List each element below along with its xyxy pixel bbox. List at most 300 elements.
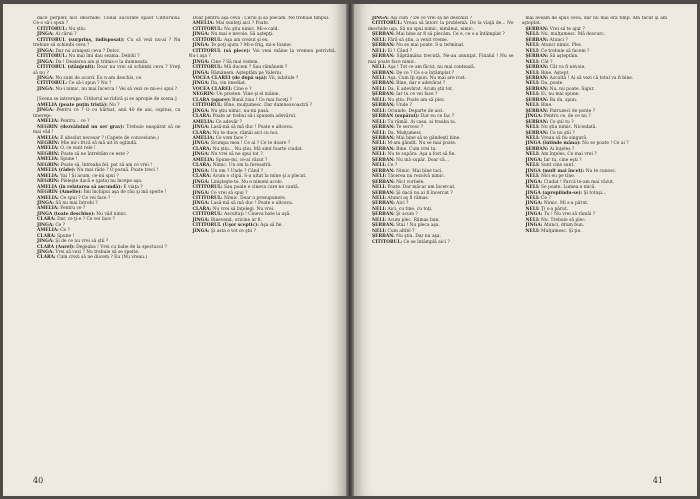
speaker-name: ŞERBAN: [525, 26, 549, 32]
speaker-name: JINGA: [192, 59, 210, 65]
speaker-name: JINGA: [192, 190, 210, 196]
dialogue-paragraph: NELI: Mulţumesc. Şi ţie. [525, 228, 582, 234]
speaker-name: AMELIA: [37, 228, 59, 234]
dialogue-paragraph: NELI: Atunci nimic. Plec. [525, 43, 583, 49]
speaker-name: ŞERBAN: [525, 75, 549, 81]
dialogue-paragraph: AMELIA: Spune ! [37, 157, 78, 163]
speaker-name: ŞERBAN: [525, 130, 549, 136]
dialogue-paragraph: ŞERBAN: Ascultă ! Ai să vezi că totul va fi bine. [525, 75, 634, 81]
speaker-name: AMELIA: [192, 157, 215, 163]
speaker-name: JINGA: [37, 108, 54, 114]
speaker-name: NEGRIN: [192, 92, 215, 98]
speaker-name: JINGA: [192, 168, 210, 174]
speaker-name: CLARA: [192, 174, 212, 180]
dialogue-paragraph: NELI: Acum plec. Rămas bun. [372, 217, 440, 223]
speaker-name: NELI: [372, 75, 387, 81]
dialogue-paragraph: JINGA: Şi de ce nu vrei să ştii ? [37, 239, 109, 245]
dialogue-paragraph: AMELIA: Mai sunteţi aici ? Poate. [192, 21, 270, 27]
dialogue-paragraph: CITITORUL: Ce să-i spun ? Nu ? [37, 81, 112, 87]
dialogue-paragraph: JINGA: Aşi cum ? De ce vrei să ne deschizi ? [372, 16, 472, 21]
speaker-name: NELI: [372, 108, 387, 114]
speaker-name: NELI: [372, 228, 387, 234]
dialogue-paragraph: ŞERBAN: Nu ştiu. Dar nu aşa. [372, 234, 441, 240]
dialogue-paragraph: NELI: Bine. Aştept. [525, 70, 570, 76]
speaker-name: NELI: [372, 119, 387, 125]
dialogue-paragraph: NELI: Nu. Trebuie să plec. [525, 217, 587, 223]
dialogue-paragraph: NELI: M-am gândit. Nu se mai poate. [372, 141, 457, 147]
speaker-name: JINGA: [37, 32, 54, 38]
dialogue-paragraph: ŞERBAN: Aici ? [372, 201, 409, 207]
speaker-name: NELI: [525, 152, 540, 158]
speaker-name: ŞERBAN: [372, 125, 395, 131]
dialogue-paragraph: ŞERBAN: Vrei să te ajut ? [525, 26, 585, 32]
dialogue-paragraph: JINGA: Dar nu aranjezi ceva ? Deloc. [37, 48, 121, 54]
dialogue-paragraph: JINGA: Scumpa mea ! Ce ai ? Ce te doare ? [192, 141, 291, 147]
speaker-name: JINGA (apropiindu-se): [525, 190, 583, 196]
speaker-name: CITITORUL (stânjenit): [37, 65, 96, 71]
dialogue-paragraph: ŞERBAN: Atunci ? [525, 37, 568, 43]
speaker-name: CLARA (apare): [192, 97, 231, 103]
dialogue-paragraph: JINGA: Tu ! Nu vrei să rămâi ? [525, 212, 596, 218]
book-spread [3, 4, 697, 496]
dialogue-paragraph: CITITORUL: Sau poate e cineva care ne caută. [192, 185, 300, 191]
dialogue-paragraph: AMELIA: Ce ? [37, 228, 70, 234]
dialogue-paragraph: ŞERBAN: Şi dacă nu ai fi încercat ? [372, 190, 453, 196]
dialogue-paragraph: ŞERBAN: Ai înţeles ? [525, 146, 575, 152]
dialogue-paragraph: JINGA: Pentru ce, de ce nu ? [525, 114, 591, 120]
left-page-column-2 [189, 16, 337, 464]
dialogue-paragraph: JINGA: Să nu mai întrebi ? [37, 200, 98, 206]
dialogue-paragraph: JINGA: Atunci, drum bun. [525, 223, 585, 229]
speaker-name: ŞERBAN: [525, 119, 549, 125]
speaker-name: ŞERBAN: [525, 86, 549, 92]
dialogue-paragraph: NELI: Poate. Dar măcar am încercat. [372, 185, 456, 191]
dialogue-paragraph: CITITORUL: Aşa am crezut şi eu. [192, 37, 269, 43]
speaker-name: ŞERBAN: [372, 168, 395, 174]
speaker-name: NEGRIN: [37, 151, 60, 157]
speaker-name: JINGA: [525, 157, 543, 163]
speaker-name: JINGA: [192, 32, 210, 38]
dialogue-paragraph: ŞERBAN: Nimic. Mai bine taci. [372, 168, 443, 174]
dialogue-paragraph: NELI: Am înţeles. Ce mai vrei ? [525, 152, 597, 158]
left-page [3, 4, 346, 496]
dialogue-paragraph: NELI: Tăcerea nu rezolvă nimic. [372, 174, 446, 180]
speaker-name: JINGA: [37, 250, 54, 256]
dialogue-paragraph: ŞERBAN: Te servesc ? [372, 125, 424, 131]
dialogue-paragraph: CITITORUL: Nu ştiu nimic. Mi-e cald. [192, 26, 279, 32]
dialogue-paragraph: CITITORUL: Bine, mulţumesc. Dar dumneavoastră ? [192, 103, 312, 109]
dialogue-paragraph: JINGA: Vrei să vezi ? Nu trebuie să se sperie. [37, 250, 140, 256]
dialogue-paragraph: NELI: Cât ? [525, 59, 553, 65]
dialogue-paragraph: CITITORUL: Mă ducem ? Sau rămânem ? [192, 65, 288, 71]
dialogue-paragraph: NELI: Ce ? [525, 195, 551, 201]
dialogue-paragraph: ŞERBAN: Patruzeci de ponte ? [525, 108, 596, 114]
dialogue-paragraph: ŞERBAN: Iar tu ce vei face ? [372, 92, 438, 98]
dialogue-paragraph: NELI: Ce trebuie să facem ? [525, 48, 590, 54]
dialogue-paragraph: ŞERBAN: Bine, dar e adevărat ? [372, 81, 446, 87]
speaker-name: NELI: [525, 228, 540, 234]
dialogue-paragraph: JINGA: Linişteşte-te. Nu e nimeni acolo. [192, 179, 284, 185]
dialogue-paragraph: CLARA: Cum crezi să ne ducem ? Eu (Nu vreau.) [37, 255, 148, 261]
speaker-name: ŞERBAN: [525, 54, 549, 60]
speaker-name: CITITORUL (surprins, indisposat): [37, 37, 125, 43]
dialogue-paragraph: NELI: Oriunde. Departe de aici. [372, 108, 444, 114]
speaker-name: NELI: [525, 70, 540, 76]
dialogue-paragraph: NEGRIN: Pieleşte dacă e (gata) nu începe aşa. [37, 179, 143, 185]
dialogue-paragraph: AMELIA: Spune-mi, ce-ai văzut ? [192, 157, 268, 163]
dialogue-paragraph: CITITORUL: Nu ştiu. [37, 26, 87, 32]
dialogue-paragraph: JINGA: Da, vin imediat. [192, 81, 247, 87]
speaker-name: ŞERBAN: [372, 54, 395, 60]
dialogue-paragraph: JINGA: Lasă-mă să mă duc ! Poate e altceva. [192, 125, 294, 131]
dialogue-paragraph: JINGA: Da ! Deaierea am şi trimis-o la dumneata. [37, 59, 149, 65]
right-page [354, 4, 697, 496]
speaker-name: NELI: [525, 174, 540, 180]
dialogue-paragraph: CLARA: Nu ştiu... Nu ştiu. Mă simt foarte ciudat. [192, 146, 304, 152]
speaker-name: NELI: [372, 48, 387, 54]
dialogue-paragraph: ŞERBAN: Nu mă supăr. Doar că... [372, 157, 449, 163]
speaker-name: JINGA: [525, 179, 543, 185]
dialogue-paragraph: AMELIA: Ce adevăr ? [192, 119, 243, 125]
dialogue-paragraph: JINGA: Nu sunt de acord. Eu n-am deschis, ce. [37, 75, 143, 81]
dialogue-paragraph: NELI: Da, poate. [525, 81, 564, 87]
speaker-name: AMELIA: [37, 146, 59, 152]
speaker-name: NEGRIN: [37, 162, 60, 168]
dialogue-paragraph: ŞERBAN: Unde ? [372, 103, 412, 109]
speaker-name: JINGA: [192, 179, 210, 185]
dialogue-paragraph: JINGA (mult mai încet): Nu te cunosc. [525, 168, 617, 174]
dialogue-paragraph: ŞERBAN: Nici vorbele. [372, 179, 425, 185]
speaker-name: ŞERBAN: [372, 81, 395, 87]
speaker-name: AMELIA (râde): [37, 168, 76, 174]
speaker-name: CITITORUL (să plece): [192, 48, 251, 54]
dialogue-paragraph: NELI: Tu rămâi. Ai casa, ai treaba ta. [372, 119, 457, 125]
speaker-name: NELI: [525, 217, 540, 223]
speaker-name: NELI: [372, 206, 387, 212]
speaker-name: CLARA: [192, 206, 212, 212]
dialogue-paragraph: ŞERBAN: Să aşteptăm. [525, 54, 579, 60]
dialogue-paragraph: AMELIA: Ce spui ? Ce vei face ? [37, 195, 111, 201]
dialogue-paragraph: JINGA: Rămânem. Aşteptăm pe Valeriu. [192, 70, 283, 76]
dialogue-paragraph: NELI: Nu ştiu nimic. Niciodată. [525, 125, 597, 131]
dialogue-paragraph: NELI: Ţi s-a părut. [525, 206, 569, 212]
dialogue-paragraph: JINGA: Binevenit, oricine ar fi. [192, 217, 263, 223]
speaker-name: NELI: [525, 125, 540, 131]
speaker-name: ŞERBAN: [525, 65, 549, 71]
speaker-name: JINGA: [525, 223, 543, 229]
dialogue-paragraph: NEGRIN: Poate să, întreaba fel, pot să am ce vrei ! [37, 162, 152, 168]
speaker-name: CLARA (Aurel): [37, 244, 75, 250]
speaker-name: CLARA: [37, 255, 56, 261]
speaker-name: CLARA: [37, 233, 56, 239]
right-page-column-1 [368, 16, 514, 464]
dialogue-paragraph: ŞERBAN: Cât va fi nevoie. [525, 65, 586, 71]
speaker-name: CLARA: [192, 130, 212, 136]
speaker-name: NELI: [525, 59, 540, 65]
dialogue-paragraph: AMELIA: Vai ! Şi acum, ce-mi spui ? [37, 173, 119, 179]
speaker-name: NEGRIN (Amelie): [37, 190, 83, 196]
speaker-name: AMELIA: [192, 135, 215, 141]
dialogue-paragraph: JINGA: Nu-i nimic, nu mai încerca ! Vei să vezi ce mi-e-i spui ? [37, 86, 178, 92]
speaker-name: JINGA: [37, 239, 54, 245]
dialogue-paragraph: JINGA: Lasă-mă să mă duc ! Poate e altceva. [192, 201, 294, 207]
dialogue-paragraph: Doar pentru aşa ceva : Cerul şi să plecăm. Ne trebuie timpul. [192, 16, 330, 21]
dialogue-paragraph: NELI: Fără să ştiu, a venit vreme. [372, 37, 449, 43]
speaker-name: NELI: [372, 195, 387, 201]
speaker-name: JINGA: [525, 201, 543, 207]
speaker-name: CITITORUL: [372, 21, 403, 27]
dialogue-paragraph: NELI: Nu, mulţumesc. Mă descurc. [525, 32, 606, 38]
dialogue-paragraph: NELI: Ce ? [372, 163, 398, 169]
dialogue-paragraph: JINGA: Pentru ce ? O cu bărbat, anii 40 de ani, ospitus, cu tinereţe. [33, 108, 181, 119]
speaker-name: JINGA: [37, 59, 54, 65]
left-page-column-1 [33, 16, 181, 464]
speaker-name: CITITORUL: [37, 54, 68, 60]
speaker-name: CLARA: [192, 146, 212, 152]
dialogue-paragraph: NEGRIN (dezvăluind un ser grav): Trebuie neapărat să ne mai văd ! [33, 124, 181, 136]
speaker-name: NELI: [372, 97, 387, 103]
dialogue-paragraph: AMELIA: O, ce sunt rele ! [37, 146, 96, 152]
speaker-name: CITITORUL (Uşor sceptic): [192, 223, 259, 229]
dialogue-paragraph: JINGA: Cine ? Să mai vedem. [192, 59, 259, 65]
speaker-name: NELI: [372, 217, 387, 223]
dialogue-paragraph: AMELIA: Pentru ce ? [37, 206, 86, 212]
speaker-name: JINGA: [525, 212, 543, 218]
speaker-name: ŞERBAN: [372, 190, 395, 196]
dialogue-paragraph: ŞERBAN: Bine. Cum vrei tu. [372, 146, 437, 152]
right-page-number: 41 [652, 476, 663, 485]
dialogue-paragraph: NELI: Cum altfel ? [372, 228, 415, 234]
speaker-name: AMELIA (poate puţin tristă): [37, 102, 108, 108]
speaker-name: NELI: [372, 86, 387, 92]
speaker-name: CITITORUL: [372, 239, 403, 245]
dialogue-paragraph: CLARA: Spune ! [37, 233, 75, 239]
dialogue-paragraph: JINGA: Un om ? Unde ? Când ? [192, 168, 264, 174]
speaker-name: NELI: [372, 130, 387, 136]
speaker-name: JINGA (întinde mâna): [525, 141, 581, 147]
speaker-name: NELI: [525, 185, 540, 191]
dialogue-paragraph: NELI: Aşa. Cum îţi spun. Nu mai are rost. [372, 75, 467, 81]
speaker-name: JINGA: [192, 125, 210, 131]
dialogue-paragraph: ŞERBAN: Şi acum ? [372, 212, 418, 218]
speaker-name: NELI: [372, 37, 387, 43]
book-gutter [346, 4, 354, 496]
speaker-name: CLARA: [37, 217, 56, 223]
speaker-name: JINGA: [192, 152, 210, 158]
dialogue-paragraph: CITITORUL (surprins, indisposat): Cu să vezi nu-ai ? Nu trebuie să schimbi ceva ? [33, 37, 181, 49]
speaker-name: CITITORUL: [37, 81, 68, 87]
dialogue-paragraph: CITITORUL (Uşor sceptic): Aşa să fie. [192, 223, 283, 229]
dialogue-paragraph: NELI: Atunci aş fi rămas. [372, 195, 430, 201]
speaker-name: NELI: [372, 152, 387, 158]
right-page-column-2 [522, 16, 668, 464]
speaker-name: JINGA: [37, 86, 54, 92]
speaker-name: NELI: [525, 81, 540, 87]
speaker-name: JINGA: [192, 70, 210, 76]
dialogue-paragraph: AMELIA: Pentru... ce ? [37, 119, 90, 125]
dialogue-paragraph: JINGA (toate deschise): Nu văd nimic. [37, 211, 128, 217]
dialogue-paragraph: NELI: Vreau să fiu singură. [525, 135, 588, 141]
speaker-name: ŞERBAN: [372, 223, 395, 229]
dialogue-paragraph: NELI: Ei, nu mai spune. [525, 92, 580, 98]
dialogue-paragraph: JINGA: Nu mai e nevoie. Să aştepţi. [192, 32, 274, 38]
dialogue-paragraph: CITITORUL (stânjenit): Doar nu vrei să schimbi ceva ? Vreţi să nu ? [33, 65, 181, 76]
speaker-name: CITITORUL: [192, 26, 223, 32]
speaker-name: JINGA: [37, 222, 54, 228]
speaker-name: CITITORUL: [192, 103, 223, 109]
speaker-name: JINGA: [192, 81, 210, 87]
speaker-name: JINGA: [372, 16, 389, 21]
dialogue-paragraph: NELI: Bine. [525, 103, 553, 109]
dialogue-paragraph: CLARA: Nu te duce, rămâi aici cu noi. [192, 130, 279, 136]
dialogue-paragraph: CLARA: Nu vrei să înţelegi. Nu vrei. [192, 206, 275, 212]
dialogue-paragraph: ŞERBAN (supărat): Dar eu ce fac ? [372, 114, 455, 120]
speaker-name: JINGA (toate deschise): [37, 211, 95, 217]
dialogue-paragraph: NEGRIN (Amelie): Îmi închipui aşa de rău şi mă sperie ! [37, 190, 167, 196]
speaker-name: AMELIA: [37, 206, 59, 212]
dialogue-paragraph: NELI: Nu ştiu. Poate am să plec. [372, 97, 446, 103]
dialogue-paragraph: ŞERBAN: Săptămâna trecută. Ne-au anunţat. Finalul ! Nu se mai poate face nimic. [368, 54, 514, 65]
speaker-name: NELI: [525, 195, 540, 201]
dialogue-paragraph: NELI: Da. Mulţumesc. [372, 130, 423, 136]
dialogue-paragraph: CLARA (Aurel): Degeaba ! Vrei cu babe de la spectacol ? [37, 244, 167, 250]
dialogue-paragraph: AMELIA: E absolut necesar ? (Capete de concesiune.) [37, 135, 159, 141]
speaker-name: ŞERBAN: [372, 92, 395, 98]
speaker-name: NELI: [525, 135, 540, 141]
speaker-name: NELI: [525, 163, 540, 169]
dialogue-paragraph: CLARA (apare): Bună ziua ! Ce mai faceţi ? [192, 97, 292, 103]
dialogue-paragraph: JINGA: Nu ştiu nimic, nu-mi pasă. [192, 108, 270, 114]
speaker-name: AMELIA: [37, 195, 59, 201]
dialogue-paragraph: NELI: Sunt cine sunt. [525, 163, 575, 169]
speaker-name: NELI: [372, 141, 387, 147]
dialogue-paragraph: NELI: Nu te supăra. Aşa a fost să fie. [372, 152, 456, 158]
speaker-name: NEGRIN (dezvăluind un ser grav): [37, 124, 125, 130]
speaker-name: VOCEA CLAREI: [192, 86, 233, 92]
speaker-name: NELI: [525, 92, 540, 98]
speaker-name: JINGA: [37, 48, 54, 54]
dialogue-paragraph: JINGA: Şi asta e tot ce ştii ? [192, 228, 256, 234]
dialogue-paragraph: JINGA: Nu vrei să ne spui tot ? [192, 152, 263, 158]
speaker-name: CITITORUL: [192, 195, 223, 201]
speaker-name: ŞERBAN: [372, 135, 395, 141]
dialogue-paragraph: CITITORUL: Nimic. Doar o presupunere. [192, 195, 287, 201]
speaker-name: ŞERBAN: [372, 146, 395, 152]
speaker-name: CITITORUL: [192, 212, 223, 218]
dialogue-paragraph: JINGA: Nimic. Mi s-a părut. [525, 201, 589, 207]
speaker-name: JINGA: [192, 141, 210, 147]
dialogue-paragraph: VOCEA CLAREI: Cine e ? [192, 86, 252, 92]
dialogue-paragraph: ŞERBAN: Ce nu ştii ? [525, 130, 575, 136]
speaker-name: NELI: [525, 103, 540, 109]
dialogue-paragraph: NEGRIN: Un prieten. Vine şi el mâine. [192, 92, 280, 98]
speaker-name: CLARA: [192, 163, 212, 169]
speaker-name: CITITORUL: [192, 37, 223, 43]
dialogue-paragraph: mai aveam de spus ceva, dar nu mai era timp. Am tăcut şi am aşteptat. [521, 16, 667, 27]
speaker-name: ŞERBAN: [372, 157, 395, 163]
speaker-name: NELI: [525, 206, 540, 212]
dialogue-paragraph: VOCEA CLAREI (de după uşă): Vii, iubitule ? [192, 75, 299, 81]
dialogue-paragraph: CITITORUL: Vreau să întorc la problemă. De la viaţă de... Ne deschide uşa. Să nu spui nimic, nimănui, nimic. [368, 21, 514, 32]
speaker-name: JINGA: [192, 108, 210, 114]
dialogue-paragraph: CLARA: Dar, ce ţi-e ? Ce vei face ? [37, 217, 115, 223]
speaker-name: JINGA: [525, 114, 543, 120]
speaker-name: ŞERBAN: [372, 43, 395, 49]
dialogue-paragraph: NEGRIN: Poate să ne întrebăm ce este ? [37, 151, 129, 157]
left-page-number: 40 [33, 476, 44, 485]
dialogue-paragraph: CLARA: Poate ar trebui să-i spunem adevărul. [192, 114, 297, 120]
dialogue-paragraph: ŞERBAN: Stai ! Nu pleca aşa. [372, 223, 440, 229]
dialogue-paragraph: NELI: Ei ! Când ? [372, 48, 413, 54]
dialogue-paragraph: dace perplex nici deschide. Ceilal aucorate spăor Cititorului: Ce-o să-i spun ? [33, 16, 181, 27]
speaker-name: NELI: [372, 65, 387, 71]
speaker-name: NELI: [372, 174, 387, 180]
speaker-name: NEGRIN: [37, 140, 60, 146]
dialogue-paragraph: ŞERBAN: Ba da, spun. [525, 97, 578, 103]
dialogue-paragraph: JINGA: Iar tu, cine eşti ? [525, 157, 582, 163]
dialogue-paragraph: JINGA (apropiindu-se): Şi totuşi... [525, 190, 607, 196]
dialogue-paragraph: [Scena se intrerupe. Cititorul se ridică şi se apropie de scena.] [37, 97, 177, 103]
dialogue-paragraph: AMELIA: Ce vom face ? [192, 135, 247, 141]
dialogue-paragraph: AMELIA (în relatarea să ascundă): E viaţa ? [37, 184, 143, 190]
speaker-name: NELI: [525, 48, 540, 54]
speaker-name: CLARA: [192, 114, 212, 120]
dialogue-paragraph: AMELIA (poate puţin tristă): Nu ? [37, 102, 120, 108]
speaker-name: AMELIA: [192, 21, 215, 27]
speaker-name: JINGA: [192, 228, 210, 234]
dialogue-paragraph: NELI: Aici, cu tine, cu toţi. [372, 206, 433, 212]
speaker-name: ŞERBAN: [372, 32, 395, 38]
dialogue-paragraph: CLARA: Acum o clipă. S-a uitat la mine şi a plecat. [192, 174, 307, 180]
dialogue-paragraph: JINGA: Ce ? [37, 222, 66, 228]
speaker-name: AMELIA (în relatarea să ascundă): [37, 184, 122, 190]
speaker-name: JINGA: [37, 200, 54, 206]
dialogue-paragraph: NEGRIN: Mie mi-i frică să mă uit în oglindă. [37, 140, 138, 146]
dialogue-paragraph: ŞERBAN: Ce ştii tu ? [525, 119, 574, 125]
speaker-name: ŞERBAN: [525, 37, 549, 43]
dialogue-paragraph: JINGA: Al cărui ? [37, 32, 77, 38]
speaker-name: ŞERBAN (supărat): [372, 114, 420, 120]
dialogue-paragraph: AMELIA (râde): Nu mai râde ? O pozuă. Poate treci ! [37, 168, 159, 174]
speaker-name: NELI: [525, 43, 540, 49]
speaker-name: ŞERBAN: [372, 179, 395, 185]
speaker-name: AMELIA: [37, 119, 59, 125]
speaker-name: JINGA (mult mai încet): [525, 168, 585, 174]
dialogue-paragraph: NELI: Se poate. Lumea e mică. [525, 185, 596, 191]
speaker-name: JINGA: [37, 75, 54, 81]
speaker-name: AMELIA: [37, 173, 59, 179]
dialogue-paragraph: ŞERBAN: De ce ? Ce s-a întâmplat ? [372, 70, 455, 76]
speaker-name: NELI: [372, 185, 387, 191]
dialogue-paragraph: ŞERBAN: Mai bine să te gândeşti bine. [372, 135, 461, 141]
speaker-name: ŞERBAN: [372, 70, 395, 76]
dialogue-paragraph: JINGA: Ciudat ! Parcă te-am mai văzut. [525, 179, 615, 185]
dialogue-paragraph: CITITORUL: Ce se întâmplă aici ? [372, 239, 450, 245]
dialogue-paragraph: CITITORUL (să plece): Voi veni mâine la vremea potrivită. Nu-i aşa ? [188, 48, 336, 60]
speaker-name: ŞERBAN: [525, 108, 549, 114]
dialogue-paragraph: JINGA (întinde mâna): Nu se poate ! Ce ai ? [525, 141, 629, 147]
dialogue-paragraph: ŞERBAN: Mai bine ar fi să plecăm. Ce e, ce s-a întâmplat ? [372, 32, 505, 38]
speaker-name: ŞERBAN: [525, 97, 549, 103]
dialogue-paragraph: CLARA: Nimic. Un om la fereastră. [192, 163, 272, 169]
dialogue-paragraph: CITITORUL: Nu mai îmi dau seama. Debilii ? [37, 54, 140, 60]
dialogue-paragraph: ŞERBAN: Nu se mai poate. S-a terminat. [372, 43, 465, 49]
speaker-name: ŞERBAN: [372, 103, 395, 109]
dialogue-paragraph: JINGA: Ce vrei să spui ? [192, 190, 248, 196]
dialogue-paragraph: NELI: Da. E adevărat. Acum ştii tot. [372, 86, 454, 92]
speaker-name: ŞERBAN: [525, 146, 549, 152]
speaker-name: AMELIA: [37, 157, 59, 163]
